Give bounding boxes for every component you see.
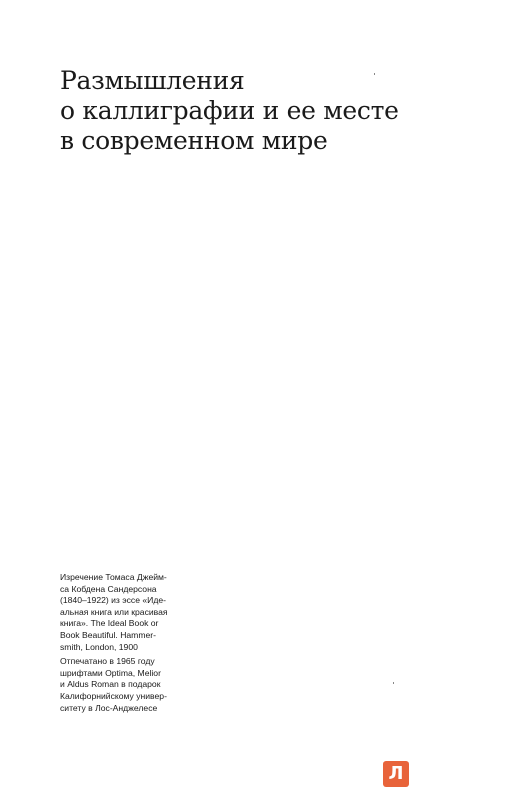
print-info bbox=[60, 656, 180, 714]
colophon-line: Изречение Томаса Джейм- bbox=[60, 572, 167, 582]
colophon-line: и Aldus Roman в подарок bbox=[60, 679, 161, 690]
litres-logo-icon: Л bbox=[383, 761, 409, 787]
title-line: в современном мире bbox=[60, 126, 328, 155]
colophon-line: ситету в Лос-Анджелесе bbox=[60, 702, 158, 713]
scan-speck bbox=[393, 682, 394, 684]
colophon-line: шрифтами Optima, Melior bbox=[60, 667, 161, 678]
colophon-line: smith, London, 1900 bbox=[60, 641, 138, 652]
colophon-line: (1840–1922) из эссе «Иде- bbox=[60, 595, 167, 606]
colophon-line: са Кобдена Сандерсона bbox=[60, 583, 157, 594]
colophon-line: альная книга или красивая bbox=[60, 606, 168, 617]
quote-attribution bbox=[60, 572, 180, 653]
colophon-line: Отпечатано в 1965 году bbox=[60, 656, 155, 667]
title-line: Размышления bbox=[60, 66, 245, 95]
colophon-line: Калифорнийскому универ- bbox=[60, 690, 167, 701]
colophon bbox=[60, 572, 180, 717]
page-title bbox=[60, 66, 480, 156]
colophon-line: Book Beautiful. Hammer- bbox=[60, 629, 156, 640]
title-line: о каллиграфии и ее месте bbox=[60, 96, 399, 125]
scan-speck bbox=[374, 73, 375, 75]
colophon-line: книга». The Ideal Book or bbox=[60, 618, 159, 629]
